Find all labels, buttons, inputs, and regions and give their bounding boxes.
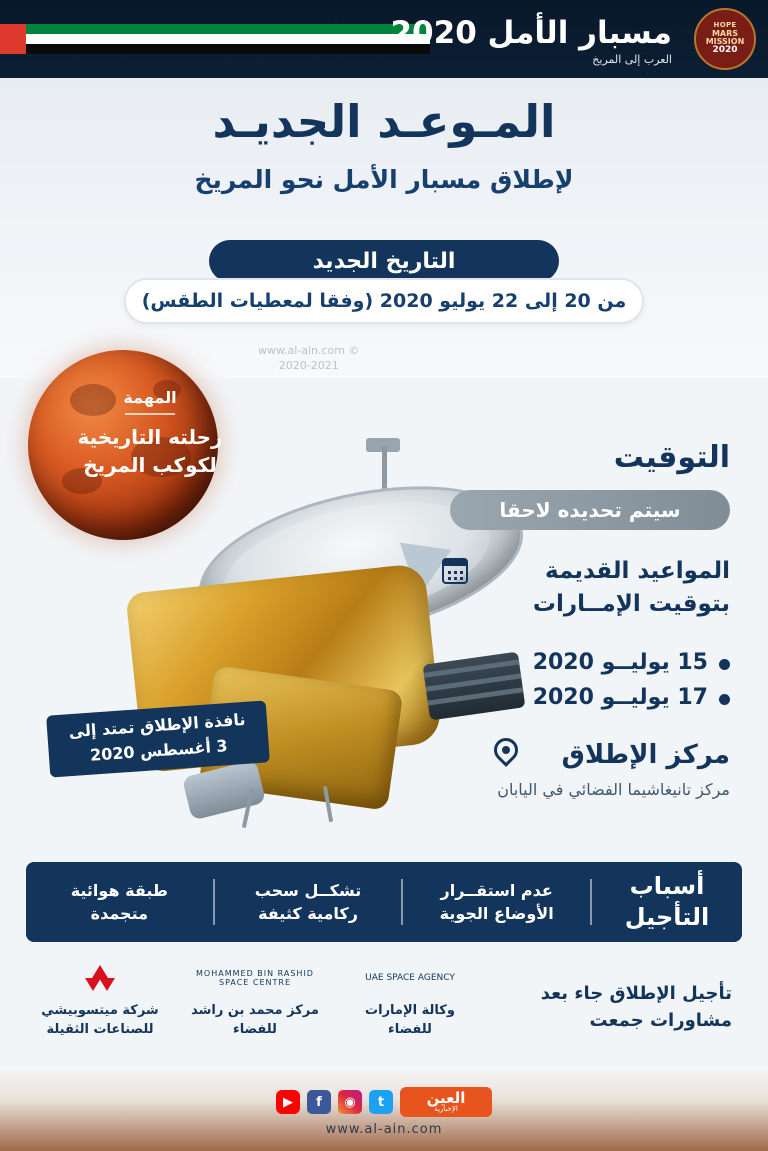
page-subtitle: لإطلاق مسبار الأمل نحو المريخ (194, 165, 574, 194)
sponsor-list (30, 960, 480, 1040)
mitsubishi-diamond-icon (85, 965, 115, 991)
reason-line-1: طبقة هوائية (70, 880, 168, 900)
sponsor-name-line-2: للفضاء (233, 1021, 277, 1037)
brand-name: العين (426, 1089, 466, 1107)
uae-space-agency-logo-text: UAE SPACE AGENCY (365, 972, 455, 983)
reason-item (403, 879, 592, 925)
mission-label: المهمة (123, 388, 177, 407)
twitter-icon[interactable]: t (369, 1090, 393, 1114)
watermark-line-2: 2020-2021 (278, 358, 339, 372)
location-pin-icon (494, 738, 518, 768)
sponsor-name-line-2: للفضاء (388, 1021, 432, 1037)
sponsor-note-line-2: مشاورات جمعت (589, 1010, 732, 1031)
old-dates-title-line-1: المواعيد القديمة (545, 558, 730, 584)
old-dates-title (430, 555, 730, 622)
timing-title: التوقيت (613, 440, 730, 475)
launch-site-title: مركز الإطلاق (561, 740, 730, 770)
youtube-icon[interactable]: ▶ (276, 1090, 300, 1114)
uae-flag (0, 24, 430, 54)
header-title-group (390, 16, 672, 66)
al-ain-news-logo[interactable] (400, 1087, 492, 1117)
logo-line-1: HOPE (713, 21, 737, 30)
reason-line-2: الأوضاع الجوية (439, 904, 554, 923)
sponsor-note-line-1: تأجيل الإطلاق جاء بعد (540, 983, 732, 1004)
reason-line-1: عدم استقــرار (440, 880, 553, 900)
new-date-label: التاريخ الجديد (209, 240, 559, 282)
sponsor-name (30, 1002, 170, 1040)
page-title: المـوعـد الجديـد (212, 95, 556, 148)
reasons-title (592, 871, 742, 933)
sponsor-item-mitsubishi (30, 960, 170, 1040)
sponsor-note (492, 980, 732, 1034)
sponsor-item-uae-space-agency (340, 960, 480, 1040)
header-title: مسبار الأمل 2020 (390, 15, 672, 51)
timing-status-badge: سيتم تحديده لاحقا (450, 490, 730, 530)
hope-mars-mission-logo (694, 8, 756, 70)
mitsubishi-logo (30, 960, 170, 996)
new-date-value: من 20 إلى 22 يوليو 2020 (وفقا لمعطيات الطقس) (124, 278, 644, 324)
list-item: 17 يوليــو 2020 (430, 685, 730, 710)
watermark (258, 344, 360, 374)
social-links (276, 1087, 492, 1117)
mission-divider (125, 413, 175, 415)
reason-item (26, 879, 215, 925)
list-item: 15 يوليــو 2020 (430, 650, 730, 675)
reason-line-1: تشكــل سحب (254, 880, 362, 900)
sponsor-name-line-1: مركز محمد بن راشد (191, 1003, 319, 1018)
brand-tagline: الإخبارية (434, 1105, 458, 1113)
mission-line-1: رحلته التاريخية (77, 425, 223, 449)
mbrsc-logo (185, 960, 325, 996)
watermark-line-1: © www.al-ain.com (258, 344, 360, 357)
logo-line-3: 2020 (712, 45, 738, 56)
launch-window-line-1: نافذة الإطلاق تمتد إلى (68, 709, 247, 742)
mbrsc-logo-text: MOHAMMED BIN RASHID SPACE CENTRE (196, 969, 314, 987)
old-dates-title-line-2: بتوقيت الإمــارات (532, 591, 730, 618)
reason-line-2: ركامية كثيفة (258, 904, 358, 923)
logo-line-2: MARS MISSION (705, 28, 745, 46)
sponsor-name-line-1: شركة ميتسوبيشي (41, 1003, 159, 1018)
reasons-title-line-1: أسباب (629, 871, 705, 900)
sponsor-name-line-1: وكالة الإمارات (365, 1003, 455, 1018)
facebook-icon[interactable]: f (307, 1090, 331, 1114)
sponsor-name (340, 1002, 480, 1040)
launch-site-value: مركز تانيغاشيما الفضائي في اليابان (497, 780, 730, 799)
reason-line-2: متجمدة (90, 904, 149, 923)
sponsor-name-line-2: للصناعات الثقيلة (46, 1021, 154, 1037)
header-subtitle: العرب إلى المريخ (592, 53, 672, 67)
old-dates-list (430, 650, 730, 720)
mission-line-2: لكوكب المريخ (83, 453, 217, 477)
website-url[interactable]: www.al-ain.com (325, 1122, 443, 1137)
header-bar (0, 0, 768, 78)
uae-space-agency-logo (340, 960, 480, 996)
reasons-title-line-2: التأجيل (624, 903, 710, 931)
instagram-icon[interactable]: ◉ (338, 1090, 362, 1114)
sponsor-item-mbrsc (185, 960, 325, 1040)
reasons-band (26, 862, 742, 942)
sponsor-name (185, 1002, 325, 1040)
launch-window-line-2: 3 أغسطس 2020 (89, 736, 229, 765)
reason-item (215, 879, 404, 925)
